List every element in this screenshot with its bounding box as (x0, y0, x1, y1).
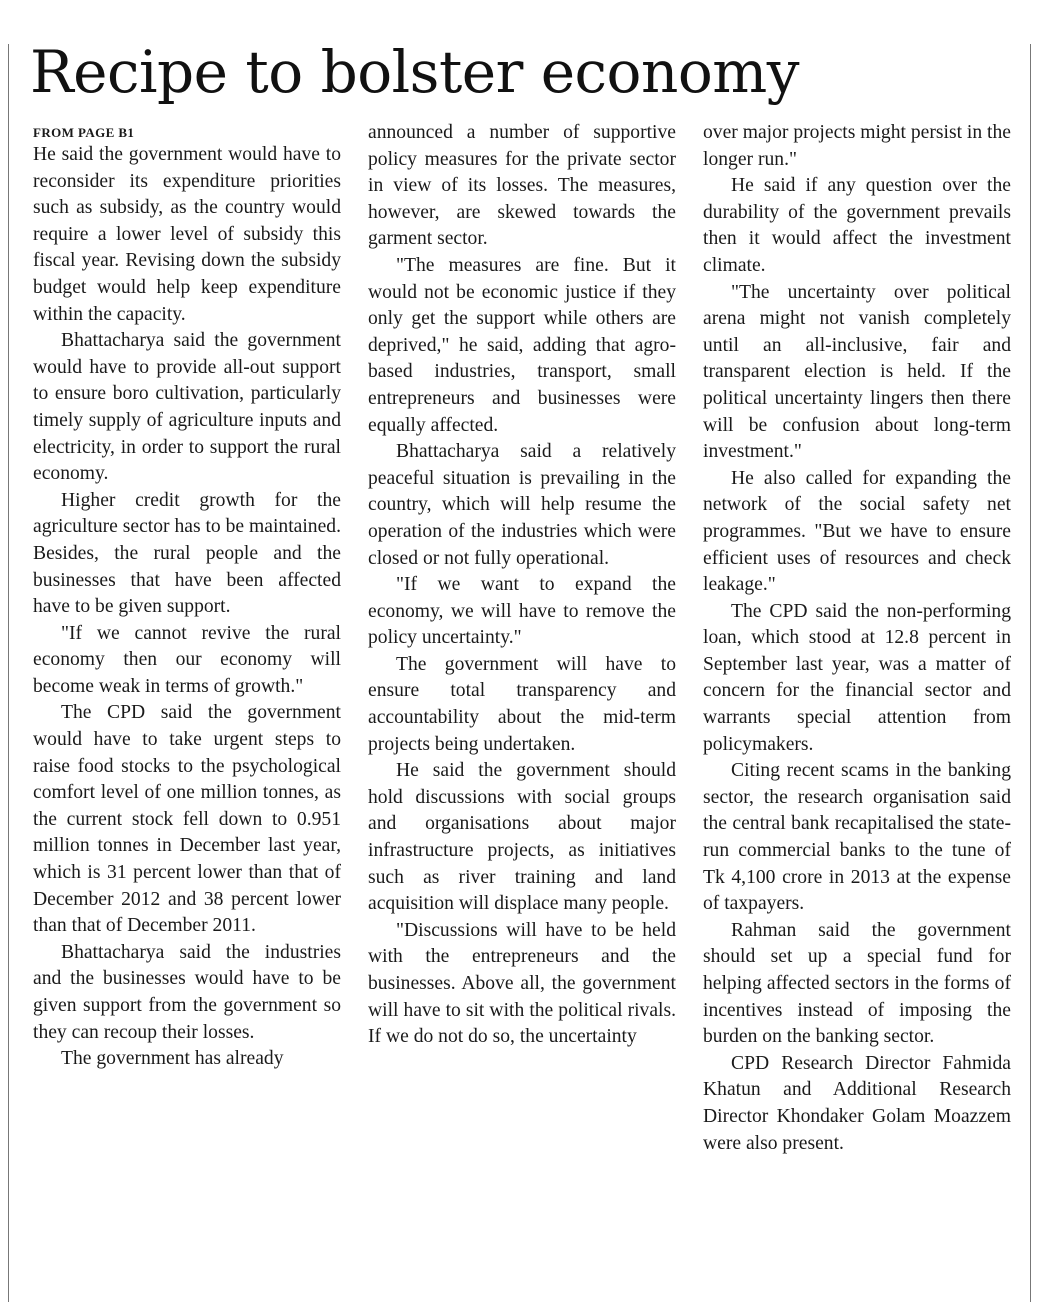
paragraph: Citing recent scams in the banking sector, the research organisation said the central bank recapitalised the state-run commercial banks to the tune of Tk 4,100 crore in 2013 at the expense of taxpayers. (703, 760, 1011, 915)
paragraph: The CPD said the government would have to take urgent steps to raise food stocks to the psychological comfort level of one million tonnes, as the current stock fell down to 0.951 million tonnes in December last year, which is 31 percent lower than that of December 2012 and 38 percent lower than that of December 2011. (33, 702, 341, 937)
paragraph: The government has already (61, 1048, 284, 1070)
article-column-1 (33, 120, 341, 1305)
paragraph: "If we want to expand the economy, we will have to remove the policy uncertainty." (368, 574, 676, 649)
paragraph: Bhattacharya said the industries and the businesses would have to be given support from the government so they can recoup their losses. (33, 941, 341, 1043)
paragraph: The government will have to ensure total transparency and accountability about the mid-term projects being undertaken. (368, 653, 676, 755)
paragraph: He said the government should hold discussions with social groups and organisations about major infrastructure projects, as initiatives such as river training and land acquisition will displace many people. (368, 760, 676, 915)
paragraph: He said if any question over the durability of the government prevails then it would affect the investment climate. (703, 175, 1011, 276)
paragraph: "The uncertainty over political arena might not vanish completely until an all-inclusive, fair and transparent election is held. If the political uncertainty lingers then there will be confusion about long-term investment." (703, 281, 1011, 463)
paragraph: He said the government would have to reconsider its expenditure priorities such as subsidy, as the country would require a lower level of subsidy this fiscal year. Revising down the subsidy budget would help keep expenditure within the capacity. (33, 144, 341, 325)
paragraph: Bhattacharya said a relatively peaceful situation is prevailing in the country, which will help resume the operation of the industries which were closed or not fully operational. (368, 441, 676, 569)
paragraph: Rahman said the government should set up a special fund for helping affected sectors in the forms of incentives instead of imposing the burden on the banking sector. (703, 919, 1011, 1048)
paragraph: CPD Research Director Fahmida Khatun and Additional Research Director Khondaker Golam Moazzem were also present. (703, 1052, 1011, 1154)
continued-from-label: FROM PAGE B1 (33, 125, 135, 140)
paragraph: announced a number of supportive policy measures for the private sector in view of its losses. The measures, however, are skewed towards the garment sector. (368, 122, 676, 250)
paragraph: over major projects might persist in the longer run." (703, 122, 1011, 170)
paragraph: "The measures are fine. But it would not be economic justice if they only get the support while others are deprived," he said, adding that agro-based industries, transport, small entrepreneurs and businesses were equally affected. (368, 254, 676, 436)
paragraph: Higher credit growth for the agriculture sector has to be maintained. Besides, the rural people and the businesses that have been affected have to be given support. (33, 489, 341, 618)
paragraph: Bhattacharya said the government would have to provide all-out support to ensure boro cultivation, particularly timely supply of agriculture inputs and electricity, in order to support the rural economy. (33, 330, 341, 485)
left-column-rule (8, 44, 9, 1302)
headline: Recipe to bolster economy (30, 38, 799, 106)
article-column-2 (368, 120, 676, 1305)
paragraph: He also called for expanding the network of the social safety net programmes. "But we have to ensure efficient uses of resources and check leakage." (703, 467, 1011, 596)
right-column-rule (1030, 44, 1031, 1302)
article-column-3 (703, 120, 1011, 1305)
paragraph: The CPD said the non-performing loan, which stood at 12.8 percent in September last year, was a matter of concern for the financial sector and warrants special attention from policymakers. (703, 600, 1011, 755)
paragraph: "If we cannot revive the rural economy then our economy will become weak in terms of growth." (33, 622, 341, 697)
paragraph: "Discussions will have to be held with the entrepreneurs and the businesses. Above all, the government will have to sit with the political rivals. If we do not do so, the uncertainty (368, 919, 676, 1048)
